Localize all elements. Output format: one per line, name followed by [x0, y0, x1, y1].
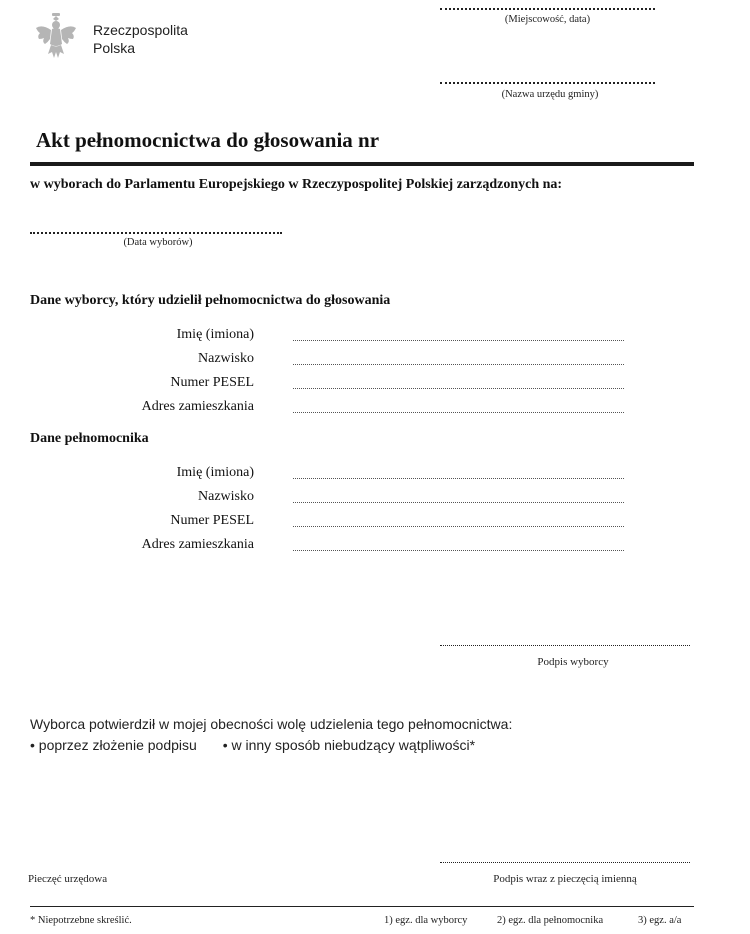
proxy-address-input[interactable]: [293, 550, 624, 551]
proxy-section-heading: Dane pełnomocnika: [30, 431, 149, 446]
document-subtitle: w wyborach do Parlamentu Europejskiego w Rzeczypospolitej Polskiej zarządzonych na:: [30, 177, 563, 192]
voter-signature-caption: Podpis wyborcy: [537, 656, 609, 668]
document-title: Akt pełnomocnictwa do głosowania nr: [36, 128, 380, 152]
voter-address-input[interactable]: [293, 412, 624, 413]
proxy-surname-label: Nazwisko: [198, 489, 254, 504]
voter-first-name-input[interactable]: [293, 340, 624, 341]
title-divider: [30, 162, 694, 166]
voter-surname-row: [30, 351, 630, 371]
office-name-field[interactable]: [440, 82, 655, 84]
copy-2-note: 2) egz. dla pełnomocnika: [497, 915, 604, 926]
voter-first-name-label: Imię (imiona): [176, 327, 254, 342]
footnote: * Niepotrzebne skreślić.: [30, 915, 132, 926]
voter-address-label: Adres zamieszkania: [141, 399, 254, 414]
confirmation-options: [30, 737, 497, 753]
proxy-pesel-row: [30, 513, 630, 533]
org-name: [93, 21, 188, 57]
official-signature-field[interactable]: [440, 862, 690, 863]
official-stamp-label: Pieczęć urzędowa: [28, 873, 108, 885]
copy-3-note: 3) egz. a/a: [638, 915, 682, 926]
proxy-address-label: Adres zamieszkania: [141, 537, 254, 552]
voter-section-heading: Dane wyborcy, który udzielił pełnomocnictwa do głosowania: [30, 293, 391, 308]
voter-pesel-input[interactable]: [293, 388, 624, 389]
election-date-field[interactable]: [30, 232, 282, 234]
proxy-surname-row: [30, 489, 630, 509]
official-signature-caption: Podpis wraz z pieczęcią imienną: [493, 873, 637, 885]
confirmation-statement: Wyborca potwierdził w mojej obecności wolę udzielenia tego pełnomocnictwa:: [30, 716, 513, 732]
place-date-field[interactable]: [440, 8, 655, 10]
org-line-2: Polska: [93, 40, 136, 56]
place-date-caption: (Miejscowość, data): [504, 14, 591, 25]
proxy-pesel-label: Numer PESEL: [170, 513, 254, 528]
voter-signature-field[interactable]: [440, 645, 690, 646]
voter-pesel-label: Numer PESEL: [170, 375, 254, 390]
voter-address-row: [30, 399, 630, 419]
office-name-caption: (Nazwa urzędu gminy): [501, 89, 599, 100]
proxy-first-name-input[interactable]: [293, 478, 624, 479]
voter-pesel-row: [30, 375, 630, 395]
proxy-first-name-label: Imię (imiona): [176, 465, 254, 480]
proxy-pesel-input[interactable]: [293, 526, 624, 527]
proxy-surname-input[interactable]: [293, 502, 624, 503]
org-line-1: Rzeczpospolita: [93, 22, 188, 38]
proxy-first-name-row: [30, 465, 630, 485]
voter-surname-label: Nazwisko: [198, 351, 254, 366]
copy-1-note: 1) egz. dla wyborcy: [384, 915, 468, 926]
option-other-way[interactable]: • w inny sposób niebudzący wątpliwości*: [222, 737, 476, 753]
election-date-caption: (Data wyborów): [123, 237, 193, 248]
option-signature[interactable]: • poprzez złożenie podpisu: [30, 737, 197, 753]
footer-divider: [30, 906, 694, 907]
proxy-address-row: [30, 537, 630, 557]
eagle-emblem-icon: [34, 12, 78, 60]
voter-first-name-row: [30, 327, 630, 347]
voter-surname-input[interactable]: [293, 364, 624, 365]
